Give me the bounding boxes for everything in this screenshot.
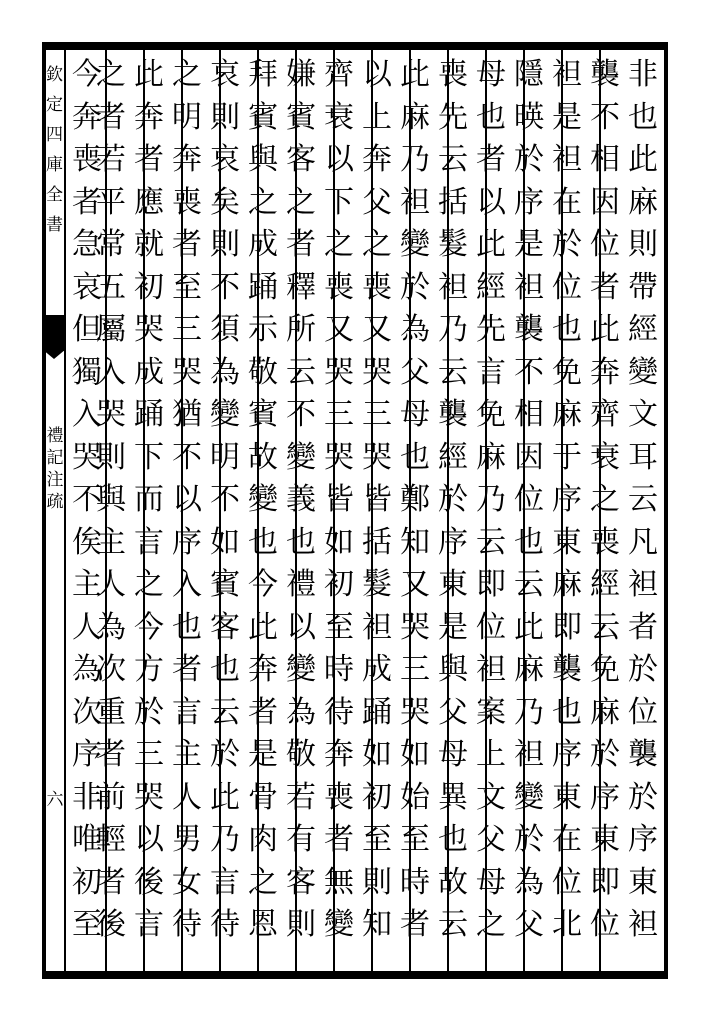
text-column: 隱暎於序是袒襲不相因位也云此麻乃袒變於為父: [514, 57, 544, 942]
text-column: 以上奔父之喪又哭三哭皆括髮袒成踊如初至則知: [362, 57, 392, 942]
text-column: 喪先云括髮袒乃云襲經於序東是與父母異也故云: [438, 57, 468, 942]
text-column: 此奔者應就初哭成踊下而言之今方於三哭以後言: [134, 57, 164, 942]
text-column: 此麻乃袒變於為父母也鄭知又哭三哭如始至時者: [400, 57, 430, 942]
text-column: 齊衰以下之喪又哭三哭皆如初至時待奔喪者無變: [324, 57, 354, 942]
text-column: 之者若平常五屬入哭則與主人為次重者前輕者後: [96, 57, 126, 942]
text-column: 拜賓與之成踊示敬賓故變也今此奔者是骨肉之恩: [248, 57, 278, 942]
text-column: 之明奔喪者至三哭猶不以序入也者言主人男女待: [172, 57, 202, 942]
text-column: 襲不相因位者此奔齊衰之喪經云免麻於序東即位: [590, 57, 620, 942]
book-title: 禮記注疏: [46, 426, 64, 512]
page-number: 六: [46, 790, 64, 810]
text-column: 今奔喪者急哀但獨入哭不俟主人為次序非唯初至: [72, 57, 102, 942]
text-column: 哀則哀矣則不須為變明不如賓客也云於此乃言待: [210, 57, 240, 942]
text-column: 袒是袒在於位也免麻于序東麻即襲也序東在位北: [552, 57, 582, 942]
text-column: 母也者以此經先言免麻乃云即位袒案上文父母之: [476, 57, 506, 942]
fishtail-mark: [42, 315, 66, 351]
collection-title: 欽定四庫全書: [46, 65, 63, 235]
text-column: 嫌賓客之者釋所云不變義也禮以變為敬若有客則: [286, 57, 316, 942]
text-column: 非也此麻則帶經變文耳云凡袒者於位襲於序東袒: [628, 57, 658, 942]
